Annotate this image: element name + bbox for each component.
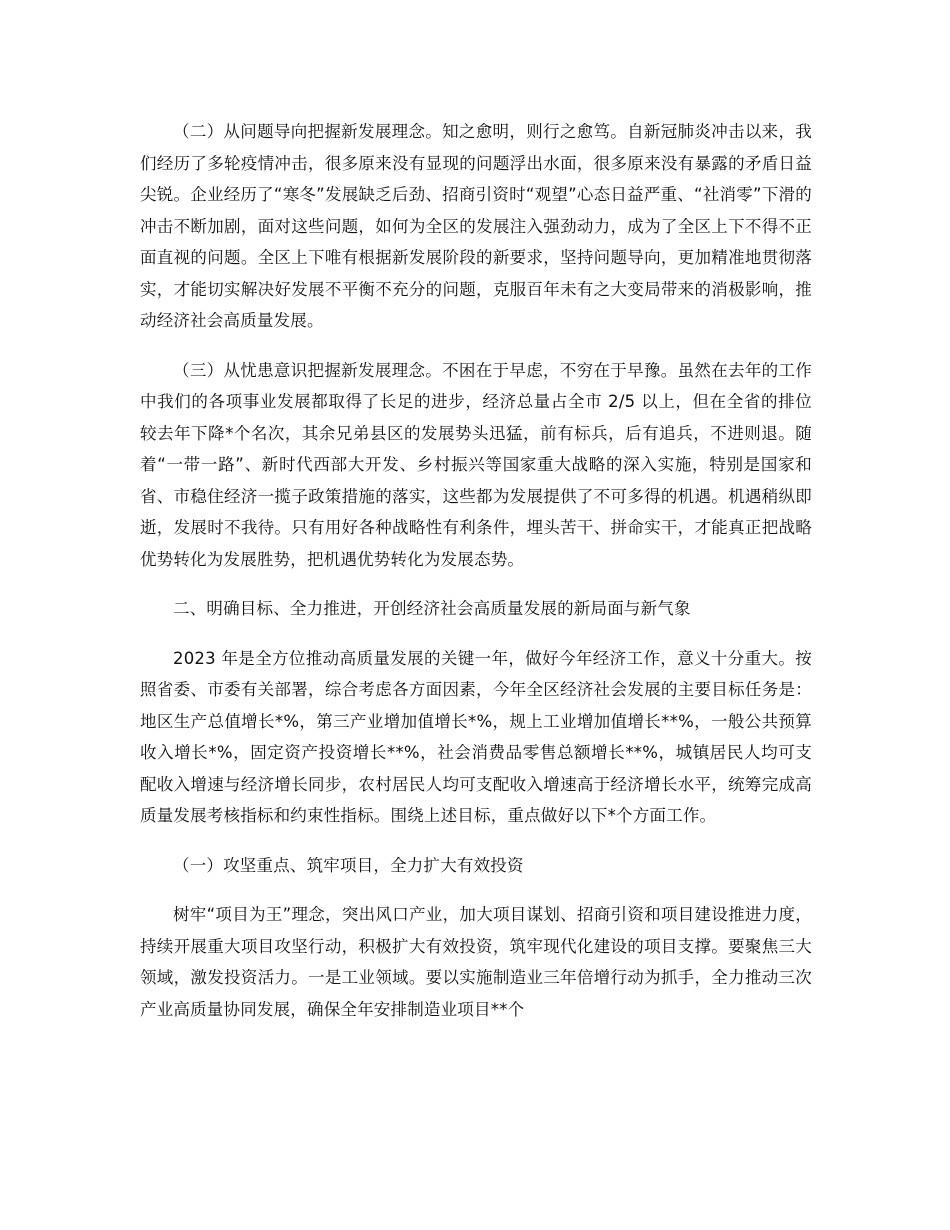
paragraph-problem-orientation: （二）从问题导向把握新发展理念。知之愈明，则行之愈笃。自新冠肺炎冲击以来，我们经历了多轮疫情冲击，很多原来没有显现的问题浮出水面，很多原来没有暴露的矛盾日益尖锐。企业经历了“寒冬”发展缺乏后劲、招商引资时“观望”心态日益严重、“社消零”下滑的冲击不断加剧，面对这些问题，如何为全区的发展注入强劲动力，成为了全区上下不得不正面直视的问题。全区上下唯有根据新发展阶段的新要求，坚持问题导向，更加精准地贯彻落实，才能切实解决好发展不平衡不充分的问题，克服百年未有之大变局带来的消极影响，推动经济社会高质量发展。 bbox=[140, 122, 812, 330]
paragraph-project-king: 树牢“项目为王”理念，突出风口产业，加大项目谋划、招商引资和项目建设推进力度，持续开展重大项目攻坚行动，积极扩大有效投资，筑牢现代化建设的项目支撑。要聚焦三大领域，激发投资活力。一是工业领域。要以实施制造业三年倍增行动为抓手，全力推动三次产业高质量协同发展，确保全年安排制造业项目**个 bbox=[140, 905, 812, 1019]
section-heading-goals: 二、明确目标、全力推进，开创经济社会高质量发展的新局面与新气象 bbox=[173, 599, 691, 618]
subheading-effective-investment: （一）攻坚重点、筑牢项目，全力扩大有效投资 bbox=[173, 855, 524, 875]
paragraph-2023-targets: 2023 年是全方位推动高质量发展的关键一年，做好今年经济工作，意义十分重大。按照省委、市委有关部署，综合考虑各方面因素，今年全区经济社会发展的主要目标任务是：地区生产总值增长*%，第三产业增加值增长*%，规上工业增加值增长**%，一般公共预算收入增长*%，固定资产投资增长**%，社会消费品零售总额增长**%，城镇居民人均可支配收入增速与经济增长同步，农村居民人均可支配收入增速高于经济增长水平，统筹完成高质量发展考核指标和约束性指标。围绕上述目标，重点做好以下*个方面工作。 bbox=[140, 648, 812, 825]
document-page bbox=[140, 116, 812, 1043]
paragraph-sense-of-urgency: （三）从忧患意识把握新发展理念。不困在于早虑，不穷在于早豫。虽然在去年的工作中我们的各项事业发展都取得了长足的进步，经济总量占全市 2/5 以上，但在全省的排位较去年下降*个名次，其余兄弟县区的发展势头迅猛，前有标兵，后有追兵，不进则退。随着“一带一路”、新时代西部大开发、乡村振兴等国家重大战略的深入实施，特别是国家和省、市稳住经济一揽子政策措施的落实，这些都为发展提供了不可多得的机遇。机遇稍纵即逝，发展时不我待。只有用好各种战略性有利条件，埋头苦干、拼命实干，才能真正把战略优势转化为发展胜势，把机遇优势转化为发展态势。 bbox=[140, 360, 812, 569]
